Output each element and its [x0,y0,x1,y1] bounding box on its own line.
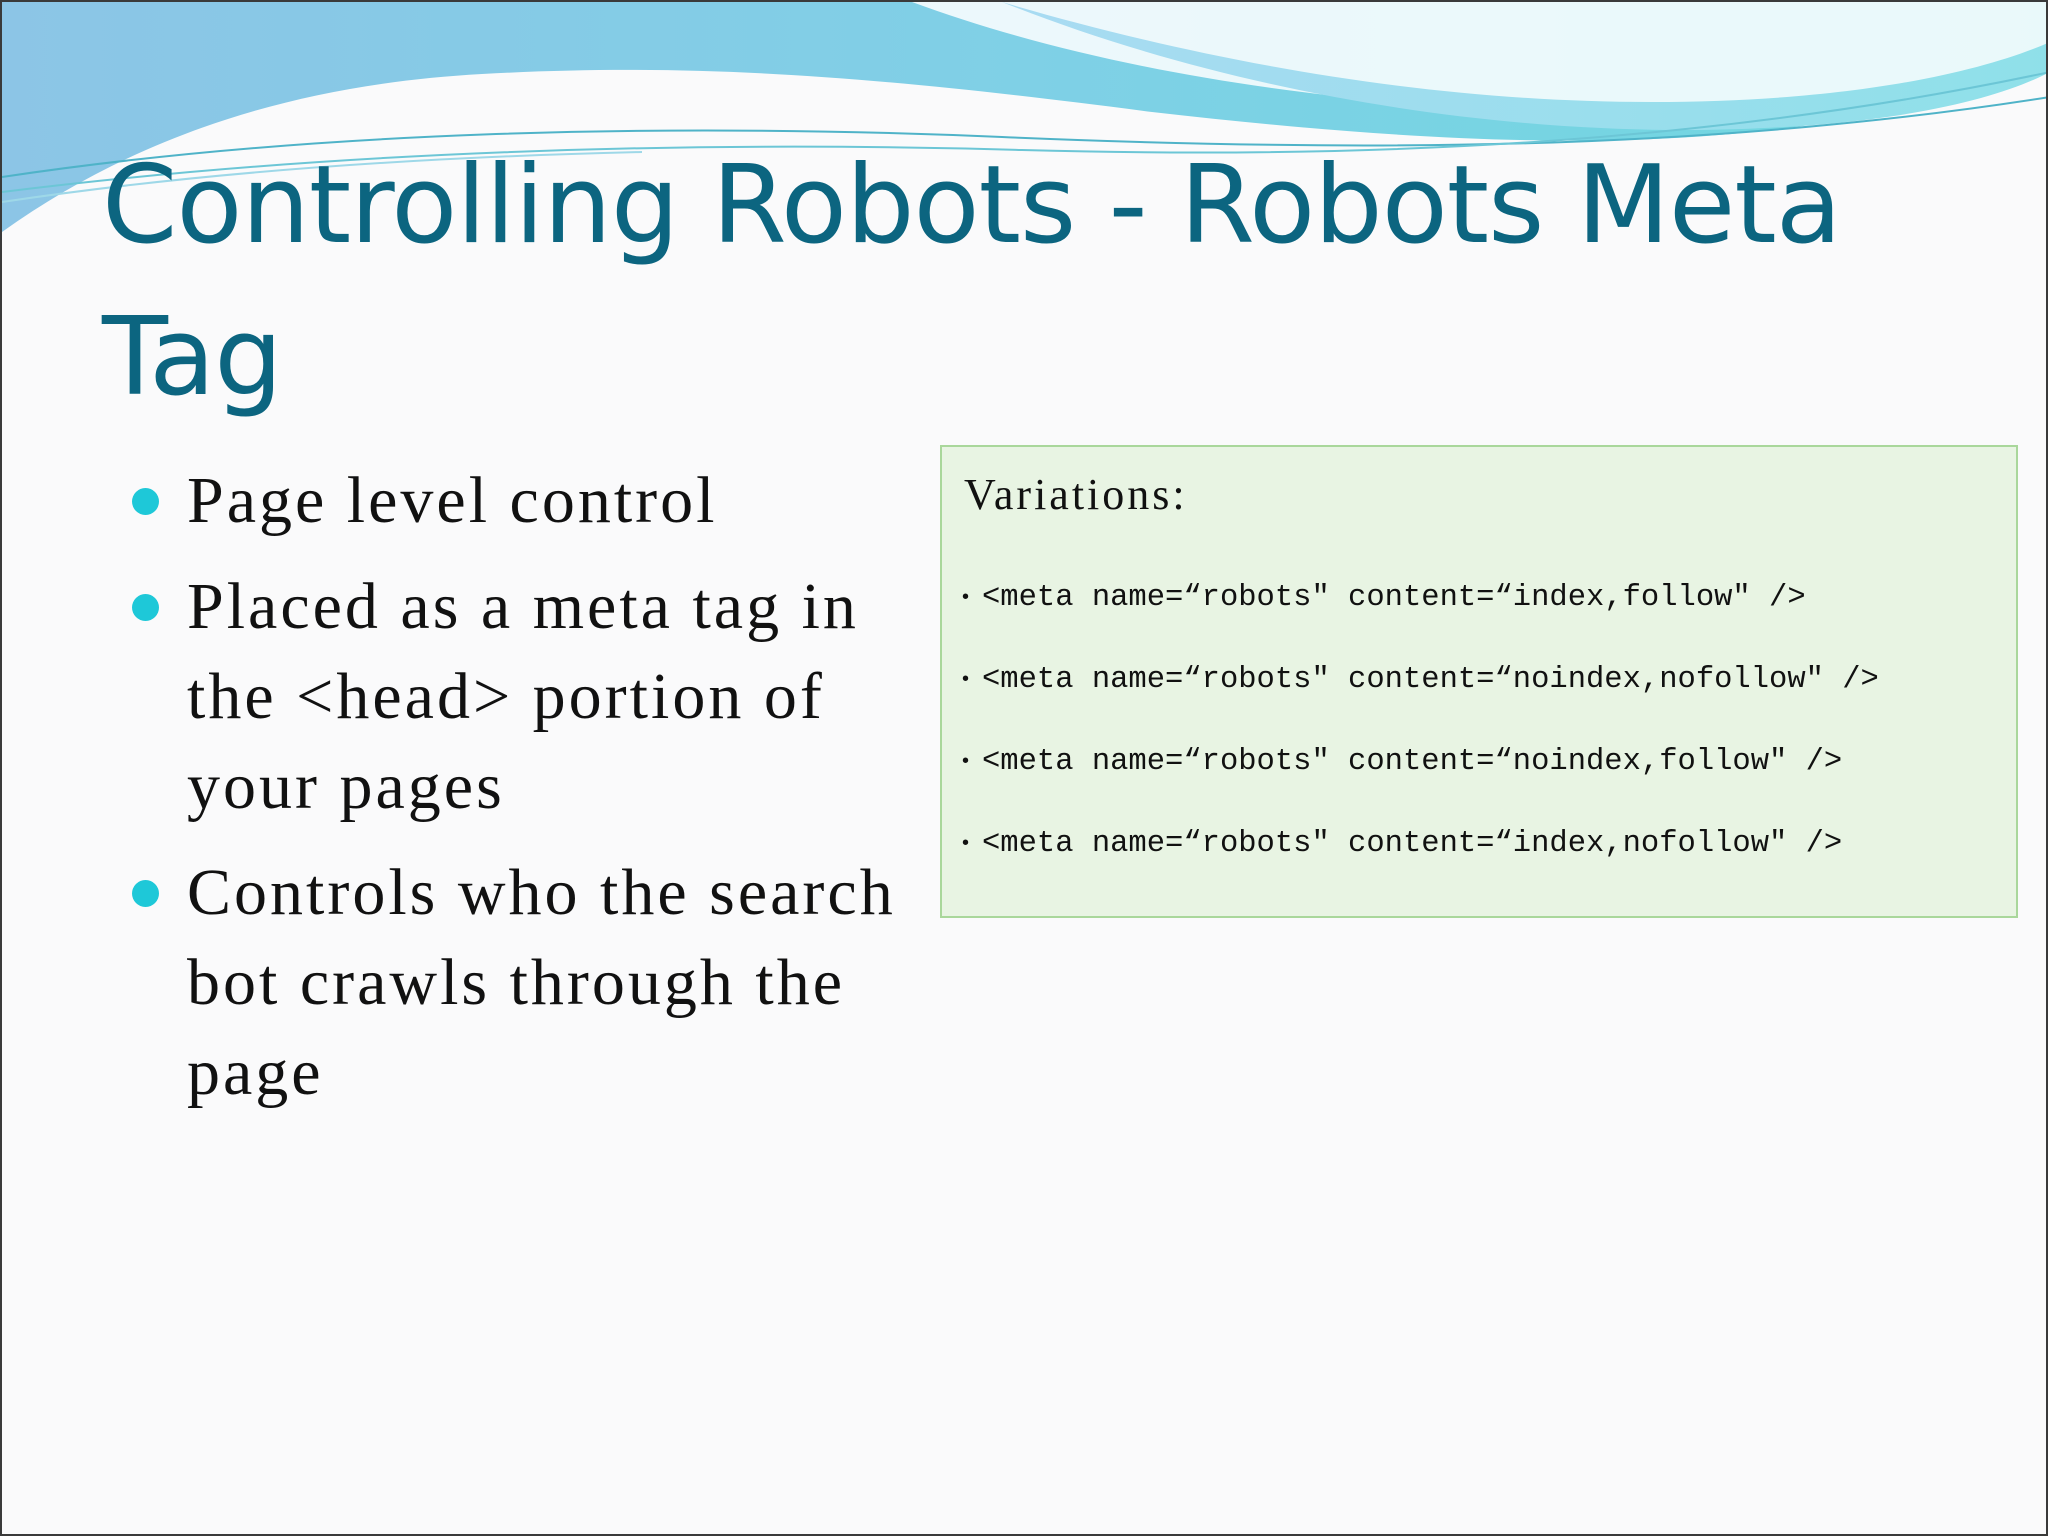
variations-heading: Variations: [964,470,1188,519]
variation-code: <meta name=“robots" content=“index,follow" /> [982,581,1806,615]
small-bullet-icon: • [962,832,970,854]
small-bullet-icon: • [962,668,970,690]
variations-list [960,577,2010,905]
slide-title: Controlling Robots - Robots Meta Tag [102,143,1841,420]
bullet-dot-icon [132,594,159,621]
variation-item [960,741,2010,823]
bullet-text: Controls who the search bot crawls through the page [187,856,896,1109]
variation-item [960,823,2010,905]
bullet-dot-icon [132,488,159,515]
small-bullet-icon: • [962,750,970,772]
variation-item [960,577,2010,659]
bullet-dot-icon [132,880,159,907]
variation-code: <meta name=“robots" content=“noindex,nofollow" /> [982,663,1879,697]
variations-box [940,445,2018,918]
bullet-text: Placed as a meta tag in the <head> portion of your pages [187,570,859,823]
variation-item [960,659,2010,741]
bullet-item [132,456,912,546]
variation-code: <meta name=“robots" content=“noindex,follow" /> [982,745,1843,779]
variation-code: <meta name=“robots" content=“index,nofollow" /> [982,827,1843,861]
small-bullet-icon: • [962,586,970,608]
bullet-text: Page level control [187,464,718,537]
bullet-item [132,848,912,1118]
bullet-list [132,456,912,1134]
bullet-item [132,562,912,832]
